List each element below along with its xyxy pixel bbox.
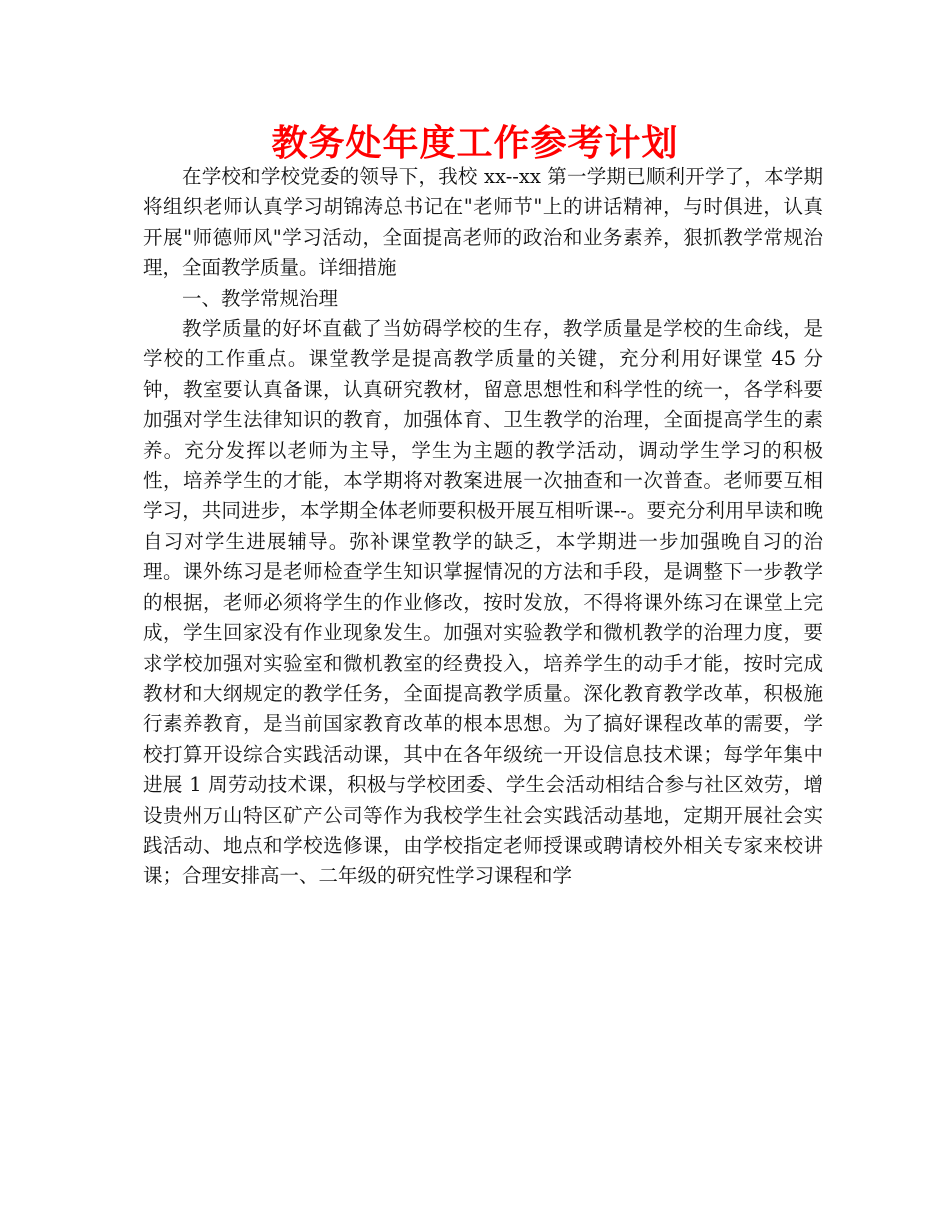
intro-paragraph: 在学校和学校党委的领导下，我校 xx--xx 第一学期已顺利开学了，本学期将组织老师认真学习胡锦涛总书记在"老师节"上的讲话精神，与时俱进，认真开展"师德师风"学习活动，全面提高老师的政治和业务素养，狠抓教学常规治理，全面教学质量。详细措施 — [143, 165, 823, 280]
section-heading: 一、教学常规治理 — [182, 286, 339, 310]
document-title: 教务处年度工作参考计划 — [271, 123, 679, 164]
document-body — [143, 162, 823, 892]
body-paragraph: 教学质量的好坏直截了当妨碍学校的生存，教学质量是学校的生命线，是学校的工作重点。课堂教学是提高教学质量的关键，充分利用好课堂 45 分钟，教室要认真备课，认真研究教材，留意思想性和科学性的统一，各学科要加强对学生法律知识的教育，加强体育、卫生教学的治理，全面提高学生的素养。充分发挥以老师为主导，学生为主题的教学活动，调动学生学习的积极性，培养学生的才能，本学期将对教案进展一次抽查和一次普查。老师要互相学习，共同进步，本学期全体老师要积极开展互相听课--。要充分利用早读和晚自习对学生进展辅导。弥补课堂教学的缺乏，本学期进一步加强晚自习的治理。课外练习是老师检查学生知识掌握情况的方法和手段，是调整下一步教学的根据，老师必须将学生的作业修改，按时发放，不得将课外练习在课堂上完成，学生回家没有作业现象发生。加强对实验教学和微机教学的治理力度，要求学校加强对实验室和微机教室的经费投入，培养学生的动手才能，按时完成教材和大纲规定的教学任务，全面提高教学质量。深化教育教学改革，积极施行素养教育，是当前国家教育改革的根本思想。为了搞好课程改革的需要，学校打算开设综合实践活动课，其中在各年级统一开设信息技术课；每学年集中进展 1 周劳动技术课，积极与学校团委、学生会活动相结合参与社区效劳，增设贵州万山特区矿产公司等作为我校学生社会实践活动基地，定期开展社会实践活动、地点和学校选修课，由学校指定老师授课或聘请校外相关专家来校讲课；合理安排高一、二年级的研究性学习课程和学 — [143, 317, 823, 888]
